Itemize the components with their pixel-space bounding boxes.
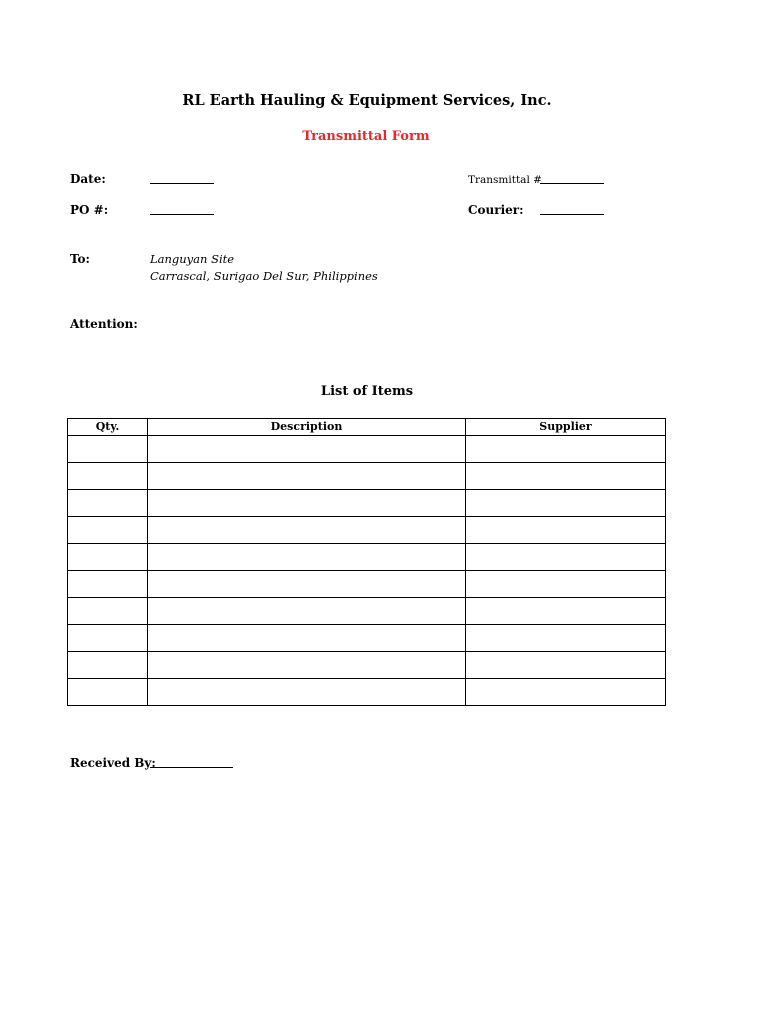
description-cell[interactable] [148,625,466,652]
column-header-description: Description [148,419,466,436]
qty-cell[interactable] [68,625,148,652]
supplier-cell[interactable] [466,598,666,625]
form-title: Transmittal Form [302,129,430,144]
date-field[interactable] [150,183,214,184]
table-row [68,490,666,517]
items-list-title: List of Items [320,384,414,399]
to-address-line2: Carrascal, Surigao Del Sur, Philippines [150,269,378,283]
table-row [68,571,666,598]
description-cell[interactable] [148,679,466,706]
items-table-header-row [68,419,666,436]
attention-label: Attention: [70,317,138,331]
description-cell[interactable] [148,571,466,598]
transmittal-number-field[interactable] [540,183,604,184]
received-by-label: Received By: [70,756,156,770]
supplier-cell[interactable] [466,571,666,598]
table-row [68,463,666,490]
courier-field[interactable] [540,214,604,215]
description-cell[interactable] [148,490,466,517]
qty-cell[interactable] [68,652,148,679]
supplier-cell[interactable] [466,517,666,544]
to-label: To: [70,252,90,266]
transmittal-number-label: Transmittal # [468,174,542,186]
qty-cell[interactable] [68,598,148,625]
qty-cell[interactable] [68,571,148,598]
qty-cell[interactable] [68,517,148,544]
description-cell[interactable] [148,436,466,463]
to-address-line1: Languyan Site [150,252,235,266]
table-row [68,652,666,679]
items-table [67,418,666,706]
qty-cell[interactable] [68,490,148,517]
table-row [68,679,666,706]
po-number-field[interactable] [150,214,214,215]
qty-cell[interactable] [68,436,148,463]
supplier-cell[interactable] [466,679,666,706]
date-label: Date: [70,172,106,186]
table-row [68,436,666,463]
table-row [68,517,666,544]
table-row [68,625,666,652]
column-header-supplier: Supplier [466,419,666,436]
description-cell[interactable] [148,463,466,490]
description-cell[interactable] [148,598,466,625]
supplier-cell[interactable] [466,625,666,652]
supplier-cell[interactable] [466,436,666,463]
supplier-cell[interactable] [466,490,666,517]
supplier-cell[interactable] [466,463,666,490]
qty-cell[interactable] [68,463,148,490]
qty-cell[interactable] [68,679,148,706]
courier-label: Courier: [468,203,524,217]
company-name: RL Earth Hauling & Equipment Services, Inc. [182,92,552,109]
received-by-field[interactable] [150,767,233,768]
po-number-label: PO #: [70,203,109,217]
description-cell[interactable] [148,517,466,544]
supplier-cell[interactable] [466,544,666,571]
qty-cell[interactable] [68,544,148,571]
table-row [68,598,666,625]
supplier-cell[interactable] [466,652,666,679]
column-header-qty: Qty. [68,419,148,436]
description-cell[interactable] [148,652,466,679]
table-row [68,544,666,571]
description-cell[interactable] [148,544,466,571]
